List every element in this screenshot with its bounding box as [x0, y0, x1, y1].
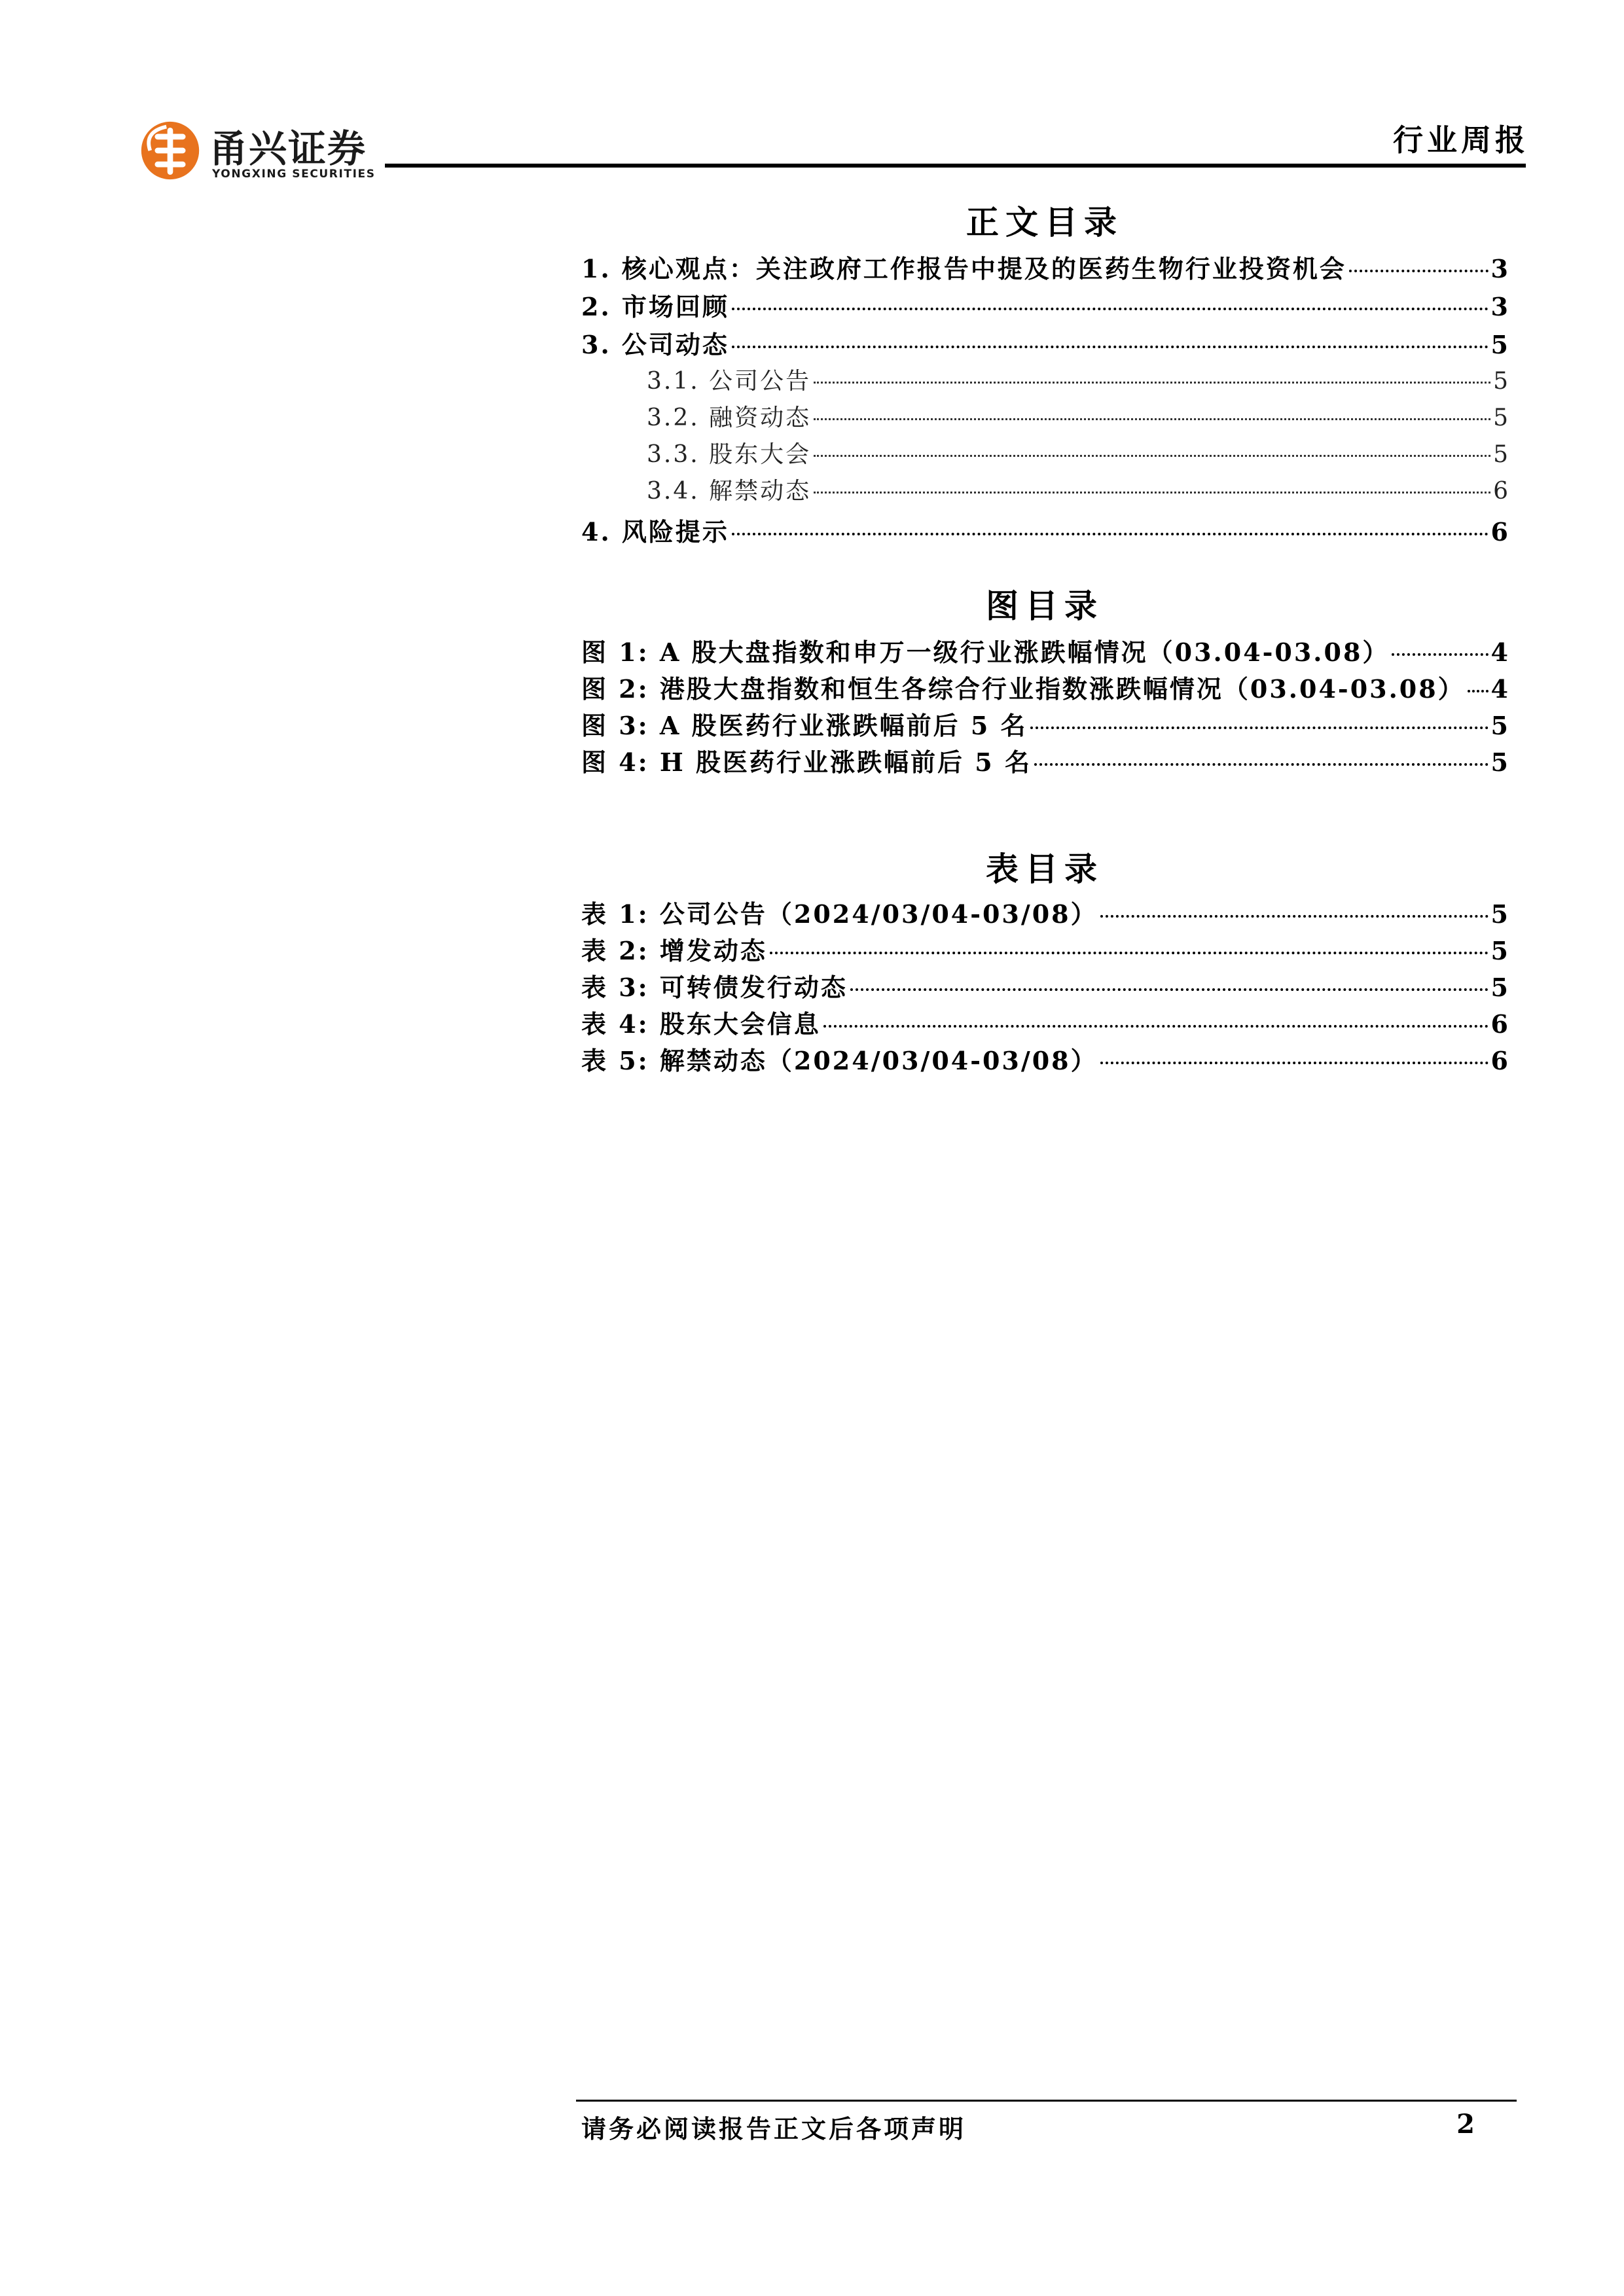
footer-disclaimer: 请务必阅读报告正文后各项声明 [581, 2114, 967, 2144]
toc-entry-label: 3.4. 解禁动态 [647, 478, 812, 505]
brand-logo-icon [139, 119, 202, 182]
table-entry[interactable] [581, 894, 1508, 928]
figure-entry[interactable] [581, 706, 1508, 740]
table-entry[interactable] [581, 1004, 1508, 1038]
table-entry-page: 6 [1490, 1009, 1508, 1039]
toc-subentry[interactable] [647, 399, 1508, 433]
table-entry-label: 表 3: 可转债发行动态 [581, 973, 848, 1002]
footer-divider [576, 2100, 1517, 2102]
table-entry-page: 5 [1490, 936, 1508, 965]
leader-dots [1100, 915, 1489, 918]
toc-entry-label: 3.1. 公司公告 [647, 368, 812, 395]
leader-dots [1392, 653, 1488, 656]
leader-dots [814, 418, 1490, 420]
toc-entry[interactable] [581, 287, 1508, 321]
figure-entry-label: 图 4: H 股医药行业涨跌幅前后 5 名 [581, 747, 1032, 777]
toc-entry-page: 5 [1493, 368, 1508, 395]
toc-entry-page: 3 [1490, 254, 1508, 283]
toc-title: 正文目录 [966, 203, 1123, 242]
tables-title: 表目录 [986, 850, 1104, 888]
toc-entry-page: 5 [1493, 441, 1508, 468]
table-entry[interactable] [581, 931, 1508, 965]
table-entry-page: 5 [1490, 899, 1508, 929]
toc-subentry[interactable] [647, 363, 1508, 397]
leader-dots [732, 308, 1489, 310]
toc-entry-label: 3.3. 股东大会 [647, 441, 812, 468]
table-entry-label: 表 4: 股东大会信息 [581, 1009, 821, 1039]
figure-entry[interactable] [581, 742, 1508, 776]
toc-entry-page: 3 [1490, 292, 1508, 321]
figure-entry-page: 5 [1490, 711, 1508, 740]
leader-dots [732, 533, 1489, 535]
leader-dots [1468, 690, 1489, 692]
figure-entry-page: 5 [1490, 747, 1508, 777]
leader-dots [823, 1025, 1489, 1028]
figure-entry-label: 图 3: A 股医药行业涨跌幅前后 5 名 [581, 711, 1028, 740]
toc-entry-label: 4. 风险提示 [581, 517, 729, 547]
leader-dots [1100, 1062, 1489, 1064]
figure-entry-page: 4 [1490, 637, 1508, 667]
page-number: 2 [1456, 2109, 1475, 2140]
table-entry[interactable] [581, 1041, 1508, 1075]
leader-dots [770, 952, 1489, 954]
figure-entry[interactable] [581, 669, 1508, 703]
brand-name-cn: 甬兴证券 [209, 126, 367, 171]
figures-title: 图目录 [986, 586, 1104, 625]
leader-dots [1030, 726, 1489, 729]
toc-subentry[interactable] [647, 436, 1508, 470]
table-entry[interactable] [581, 967, 1508, 1001]
table-entry-page: 5 [1490, 973, 1508, 1002]
figure-entry-label: 图 1: A 股大盘指数和申万一级行业涨跌幅情况（03.04-03.08） [581, 637, 1390, 667]
table-entry-page: 6 [1490, 1046, 1508, 1075]
leader-dots [732, 346, 1489, 348]
leader-dots [814, 492, 1490, 493]
toc-entry[interactable] [581, 512, 1508, 546]
toc-entry[interactable] [581, 249, 1508, 283]
leader-dots [1034, 763, 1489, 766]
toc-entry[interactable] [581, 325, 1508, 359]
leader-dots [1349, 270, 1489, 272]
toc-entry-page: 5 [1493, 404, 1508, 431]
table-entry-label: 表 2: 增发动态 [581, 936, 767, 965]
toc-entry-label: 3. 公司动态 [581, 330, 729, 359]
leader-dots [814, 382, 1490, 384]
toc-entry-page: 6 [1490, 517, 1508, 547]
toc-entry-label: 3.2. 融资动态 [647, 404, 812, 431]
figure-entry-page: 4 [1490, 674, 1508, 704]
toc-entry-label: 1. 核心观点：关注政府工作报告中提及的医药生物行业投资机会 [581, 254, 1346, 283]
leader-dots [814, 455, 1490, 457]
toc-entry-page: 5 [1490, 330, 1508, 359]
table-entry-label: 表 5: 解禁动态（2024/03/04-03/08） [581, 1046, 1098, 1075]
leader-dots [850, 988, 1489, 991]
toc-entry-page: 6 [1493, 478, 1508, 505]
table-entry-label: 表 1: 公司公告（2024/03/04-03/08） [581, 899, 1098, 929]
report-type: 行业周报 [1393, 122, 1529, 158]
brand-name-en: YONGXING SECURITIES [212, 168, 376, 181]
brand-logo [139, 115, 401, 187]
figure-entry-label: 图 2: 港股大盘指数和恒生各综合行业指数涨跌幅情况（03.04-03.08） [581, 674, 1465, 704]
toc-entry-label: 2. 市场回顾 [581, 292, 729, 321]
figure-entry[interactable] [581, 632, 1508, 666]
header-divider [385, 164, 1526, 168]
toc-subentry[interactable] [647, 473, 1508, 507]
